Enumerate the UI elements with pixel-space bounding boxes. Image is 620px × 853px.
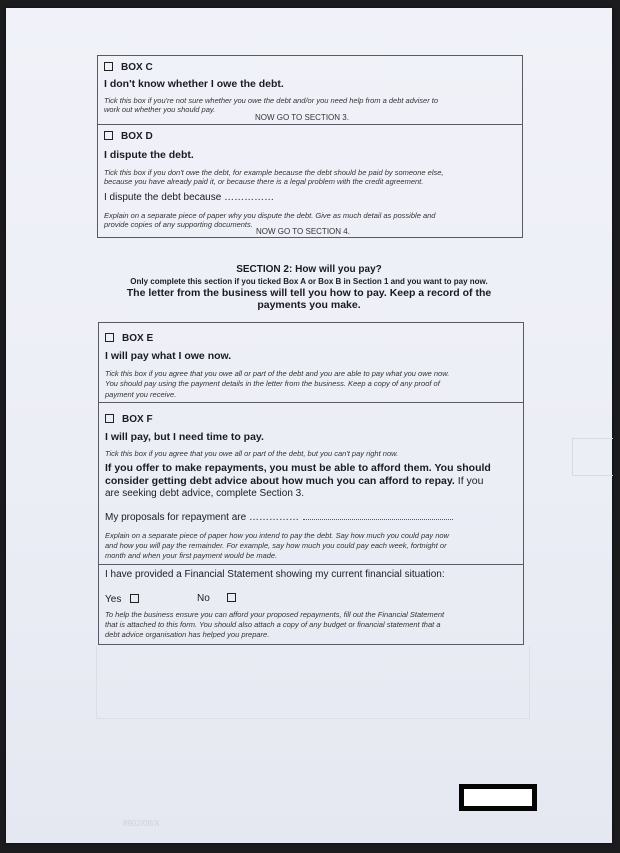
box-f-offer-2-bold: consider getting debt advice about how much you can afford to repay.	[105, 475, 455, 487]
box-f-proposals-row	[105, 511, 453, 523]
box-d-heading: I dispute the debt.	[104, 149, 194, 161]
box-c-d-container	[97, 55, 523, 238]
box-divider	[99, 564, 523, 565]
box-d-goto: NOW GO TO SECTION 4.	[256, 227, 350, 236]
box-d-because[interactable]: I dispute the debt because ……………	[104, 192, 275, 203]
box-f-explain-2: and how you will pay the remainder. For example, say how much you could pay each week, fortnight or	[105, 541, 447, 550]
box-f-no-checkbox[interactable]	[227, 593, 236, 602]
box-f-checkbox[interactable]	[105, 414, 114, 423]
box-d-header	[104, 131, 153, 142]
box-d-text-1: Tick this box if you don't owe the debt, for example because the debt should be paid by someone else,	[104, 168, 444, 177]
box-f-yes-label: Yes	[105, 594, 122, 605]
box-f-no-option[interactable]	[197, 593, 244, 604]
section-2-letter-2: payments you make.	[257, 299, 361, 311]
box-e-header	[105, 333, 153, 344]
box-d-text-2: because you have already paid it, or because there is a legal problem with the credit agreement.	[104, 177, 424, 186]
box-c-header	[104, 62, 153, 73]
section-2-subtitle: Only complete this section if you ticked Box A or Box B in Section 1 and you want to pay now.	[130, 277, 488, 286]
document-page	[6, 8, 612, 843]
box-e-text-2: You should pay using the payment details in the letter from the business. Keep a copy of any proof of	[105, 379, 440, 388]
box-e-f-container	[98, 322, 524, 645]
box-c-label: BOX C	[121, 62, 153, 73]
show-through-tab	[572, 438, 613, 476]
show-through-outline	[96, 646, 530, 719]
box-f-help-1: To help the business ensure you can afford your proposed repayments, fill out the Financial Statement	[105, 610, 445, 619]
box-f-explain-1: Explain on a separate piece of paper how you intend to pay the debt. Say how much you could pay now	[105, 531, 449, 540]
box-e-text-3: payment you receive.	[105, 390, 177, 399]
section-2-letter-1: The letter from the business will tell you how to pay. Keep a record of the	[126, 287, 492, 299]
box-f-label: BOX F	[122, 414, 153, 425]
redaction-box	[459, 784, 537, 811]
box-c-checkbox[interactable]	[104, 62, 113, 71]
box-c-heading: I don't know whether I owe the debt.	[104, 78, 284, 90]
box-f-no-label: No	[197, 593, 210, 604]
box-c-text-2: work out whether you should pay.	[104, 105, 216, 114]
box-divider	[99, 402, 523, 403]
box-f-help-3: debt advice organisation has helped you prepare.	[105, 630, 270, 639]
box-e-text-1: Tick this box if you agree that you owe all or part of the debt and you are able to pay what you owe now.	[105, 369, 450, 378]
box-f-offer-3: are seeking debt advice, complete Section 3.	[105, 488, 305, 499]
box-c-text-1: Tick this box if you're not sure whether you owe the debt and/or you need help from a debt adviser to	[104, 96, 439, 105]
box-e-label: BOX E	[122, 333, 154, 344]
box-d-checkbox[interactable]	[104, 131, 113, 140]
box-f-heading: I will pay, but I need time to pay.	[105, 431, 264, 443]
box-d-explain-2: provide copies of any supporting documents.	[104, 220, 253, 229]
box-f-text-1: Tick this box if you agree that you owe all or part of the debt, but you can't pay right now.	[105, 449, 399, 458]
box-e-heading: I will pay what I owe now.	[105, 350, 232, 362]
box-d-label: BOX D	[121, 131, 153, 142]
box-f-explain-3: month and when your first payment would be made.	[105, 551, 278, 560]
box-f-header	[105, 414, 153, 425]
box-divider	[98, 124, 522, 125]
box-e-checkbox[interactable]	[105, 333, 114, 342]
box-f-proposals-line[interactable]	[303, 511, 453, 520]
box-f-help-2: that is attached to this form. You should also attach a copy of any budget or financial statement that a	[105, 620, 441, 629]
box-f-yes-checkbox[interactable]	[130, 594, 139, 603]
box-c-goto: NOW GO TO SECTION 3.	[255, 113, 349, 122]
footer-code: 8902/08/X	[123, 819, 160, 828]
box-f-offer-2	[105, 475, 483, 487]
box-f-proposals[interactable]: My proposals for repayment are ……………	[105, 512, 299, 523]
box-f-offer-2-regular: If you	[454, 475, 484, 487]
box-f-financial: I have provided a Financial Statement showing my current financial situation:	[105, 569, 445, 580]
box-f-offer-1: If you offer to make repayments, you must be able to afford them. You should	[105, 462, 491, 474]
box-d-explain-1: Explain on a separate piece of paper why you dispute the debt. Give as much detail as possible and	[104, 211, 436, 220]
redaction-box-inner	[464, 789, 532, 806]
section-2-title: SECTION 2: How will you pay?	[236, 264, 382, 275]
box-f-yes-option[interactable]	[105, 594, 147, 605]
